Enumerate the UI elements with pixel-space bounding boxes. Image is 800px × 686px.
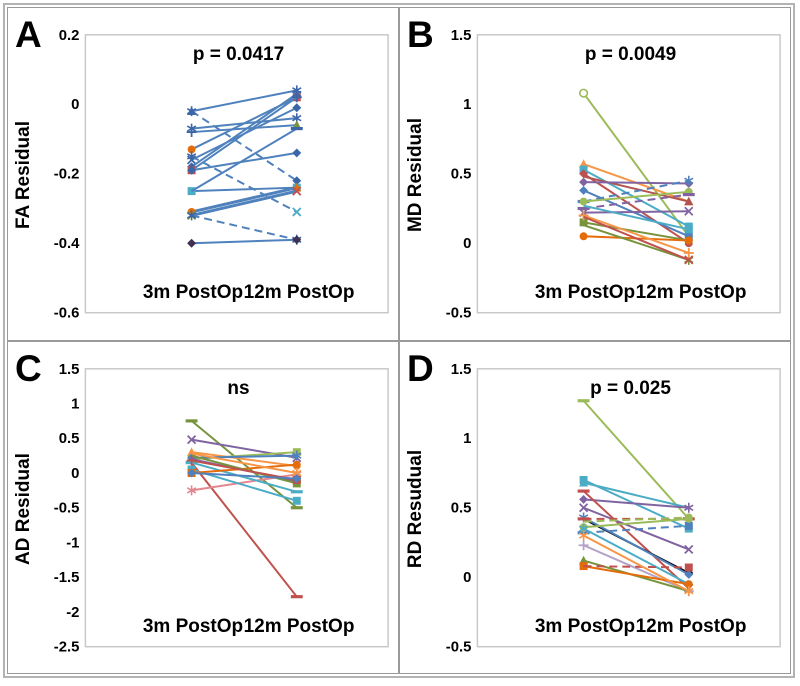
- series-line: [192, 191, 297, 215]
- plot-area: [477, 368, 780, 646]
- x-category-3m: 3m PostOp: [142, 282, 244, 303]
- panel-b: [399, 7, 791, 341]
- marker-square: [685, 225, 693, 233]
- x-category-3m: 3m PostOp: [534, 615, 636, 637]
- panel-d: [399, 341, 791, 675]
- marker-diamond: [579, 186, 588, 195]
- marker-plus: [579, 540, 589, 550]
- y-axis-label: RD Resudual: [405, 449, 426, 568]
- series-line: [192, 240, 297, 243]
- y-axis-label: FA Residual: [13, 120, 34, 230]
- plot-area: [85, 368, 388, 646]
- x-category-12m: 12m PostOp: [635, 282, 747, 303]
- marker-circle: [685, 514, 693, 522]
- series-line: [192, 111, 297, 180]
- y-tick-label: 1.5: [450, 361, 472, 378]
- y-tick-label: -0.5: [53, 500, 80, 517]
- y-tick-label: 0: [463, 569, 472, 586]
- y-tick-label: -2: [66, 604, 80, 621]
- marker-x: [580, 503, 588, 511]
- panel-letter: C: [15, 347, 42, 389]
- y-tick-label: -1.5: [53, 569, 80, 586]
- x-category-12m: 12m PostOp: [243, 282, 355, 303]
- plot-area: [477, 35, 780, 313]
- p-value-annotation: p = 0.0049: [584, 44, 677, 65]
- y-tick-label: 0: [71, 465, 80, 482]
- y-tick-label: 0.5: [450, 500, 472, 517]
- marker-circle-open: [580, 89, 588, 97]
- marker-diamond: [579, 494, 588, 503]
- y-tick-label: -1: [66, 534, 80, 551]
- y-tick-label: -0.6: [53, 305, 80, 322]
- series-line: [584, 93, 689, 236]
- y-tick-label: 1.5: [58, 361, 80, 378]
- x-category-12m: 12m PostOp: [635, 615, 747, 637]
- y-tick-label: -0.5: [445, 639, 472, 656]
- marker-diamond: [292, 103, 301, 112]
- marker-square: [293, 496, 301, 504]
- marker-diamond: [579, 178, 588, 187]
- panel-a: [7, 7, 399, 341]
- y-tick-label: 1.5: [450, 27, 472, 44]
- plot-area: [85, 35, 388, 313]
- series-line: [584, 215, 689, 253]
- marker-circle: [580, 232, 588, 240]
- panel-c: [7, 341, 399, 675]
- p-value-annotation: p = 0.0417: [192, 44, 285, 65]
- y-axis-label: AD Residual: [13, 452, 34, 565]
- p-value-annotation: p = 0.025: [590, 377, 671, 399]
- x-category-12m: 12m PostOp: [243, 615, 355, 637]
- y-tick-label: 1: [463, 97, 472, 114]
- series-line: [192, 215, 297, 239]
- y-tick-label: 0.5: [58, 430, 80, 447]
- panel-grid: [7, 7, 791, 674]
- marker-circle: [580, 198, 588, 206]
- panel-letter: B: [407, 14, 434, 55]
- y-tick-label: -0.5: [445, 305, 472, 322]
- marker-square: [685, 521, 693, 529]
- marker-square: [685, 563, 693, 571]
- y-tick-label: 0.5: [450, 166, 472, 183]
- marker-diamond: [292, 235, 301, 244]
- y-tick-label: 1: [71, 395, 80, 412]
- y-tick-label: -0.4: [53, 236, 80, 253]
- marker-diamond: [292, 148, 301, 157]
- y-tick-label: -2.5: [53, 639, 80, 656]
- y-tick-label: 0.2: [58, 27, 80, 44]
- y-tick-label: 0: [71, 97, 80, 114]
- marker-x: [293, 208, 301, 216]
- ns-annotation: ns: [227, 377, 250, 399]
- panel-letter: D: [407, 347, 434, 389]
- x-category-3m: 3m PostOp: [534, 282, 636, 303]
- y-tick-label: -0.2: [53, 166, 80, 183]
- panel-letter: A: [15, 14, 42, 55]
- x-category-3m: 3m PostOp: [142, 615, 244, 637]
- marker-diamond: [187, 239, 196, 248]
- marker-circle: [685, 236, 693, 244]
- y-axis-label: MD Residual: [405, 117, 426, 233]
- marker-circle: [293, 460, 301, 468]
- figure-frame: [3, 3, 795, 678]
- y-tick-label: 0: [463, 236, 472, 253]
- marker-x: [685, 545, 693, 553]
- y-tick-label: 1: [463, 430, 472, 447]
- series-line: [584, 211, 689, 212]
